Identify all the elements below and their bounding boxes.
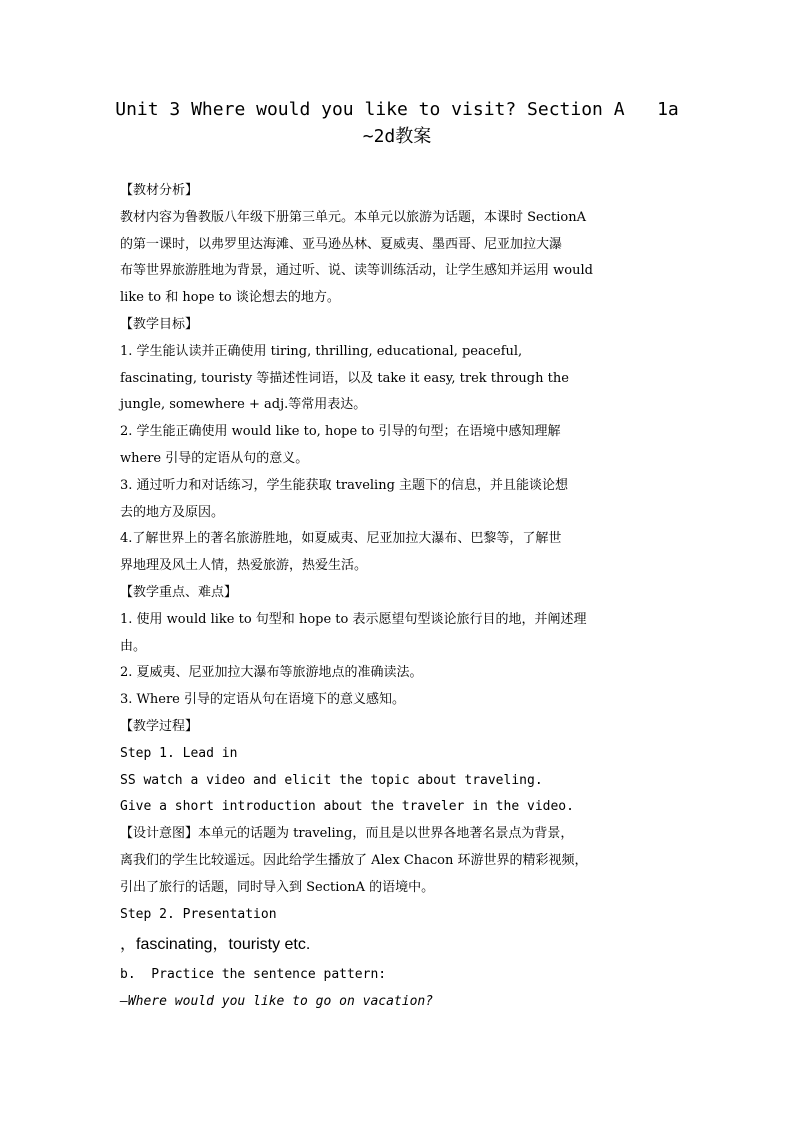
section-heading-key-points: 【教学重点、难点】	[120, 584, 238, 600]
body-line: 引出了旅行的话题，同时导入到 SectionA 的语境中。	[120, 879, 435, 895]
section-heading-textbook-analysis: 【教材分析】	[120, 183, 199, 198]
body-line: Give a short introduction about the traveler in the video.	[120, 799, 574, 815]
body-line: where 引导的定语从句的意义。	[120, 450, 309, 466]
body-line: 1. 学生能认读并正确使用 tiring, thrilling, educational, peaceful,	[120, 343, 523, 359]
document-body	[120, 178, 678, 1016]
document-title	[110, 96, 684, 150]
body-line: 离我们的学生比较遥远。因此给学生播放了 Alex Chacon 环游世界的精彩视频，	[120, 852, 588, 868]
body-line: 【设计意图】本单元的话题为 traveling，而且是以世界各地著名景点为背景，	[120, 826, 574, 842]
body-line: 3. Where 引导的定语从句在语境下的意义感知。	[120, 692, 406, 708]
body-line: like to 和 hope to 谈论想去的地方。	[120, 290, 340, 306]
example-question: —Where would you like to go on vacation?	[120, 994, 434, 1010]
body-line: SS watch a video and elicit the topic about traveling.	[120, 772, 543, 788]
body-line: 1. 使用 would like to 句型和 hope to 表示愿望句型谈论旅行目的地，并阐述理	[120, 611, 587, 627]
body-line: 去的地方及原因。	[120, 504, 225, 520]
body-line: 的第一课时，以弗罗里达海滩、亚马逊丛林、夏威夷、墨西哥、尼亚加拉大瀑	[120, 236, 563, 252]
body-line: 2. 夏威夷、尼亚加拉大瀑布等旅游地点的准确读法。	[120, 665, 423, 681]
body-line: fascinating, touristy 等描述性词语，以及 take it easy, trek through the	[120, 370, 569, 386]
section-heading-process: 【教学过程】	[120, 718, 199, 734]
title-line-1: Unit 3 Where would you like to visit? Section A 1a	[115, 99, 679, 120]
body-line: 3. 通过听力和对话练习，学生能获取 traveling 主题下的信息，并且能谈论想	[120, 477, 569, 493]
practice-line: b. Practice the sentence pattern:	[120, 967, 387, 983]
step-heading: Step 1. Lead in	[120, 745, 238, 761]
body-line: 教材内容为鲁教版八年级下册第三单元。本单元以旅游为话题，本课时 SectionA	[120, 209, 586, 225]
body-line: 由。	[120, 638, 147, 654]
body-line: 4.了解世界上的著名旅游胜地，如夏威夷、尼亚加拉大瀑布、巴黎等，了解世	[120, 531, 562, 547]
vocabulary-line: ，fascinating，touristy etc.	[120, 936, 311, 954]
body-line: 界地理及风土人情，热爱旅游，热爱生活。	[120, 558, 368, 574]
body-line: 布等世界旅游胜地为背景，通过听、说、读等训练活动，让学生感知并运用 would	[120, 263, 593, 279]
body-line: jungle, somewhere + adj.等常用表达。	[120, 397, 367, 413]
step-heading: Step 2. Presentation	[120, 906, 277, 922]
title-line-2: ~2d教案	[362, 126, 432, 147]
section-heading-objectives: 【教学目标】	[120, 316, 199, 332]
body-line: 2. 学生能正确使用 would like to, hope to 引导的句型；在语境中感知理解	[120, 424, 561, 440]
